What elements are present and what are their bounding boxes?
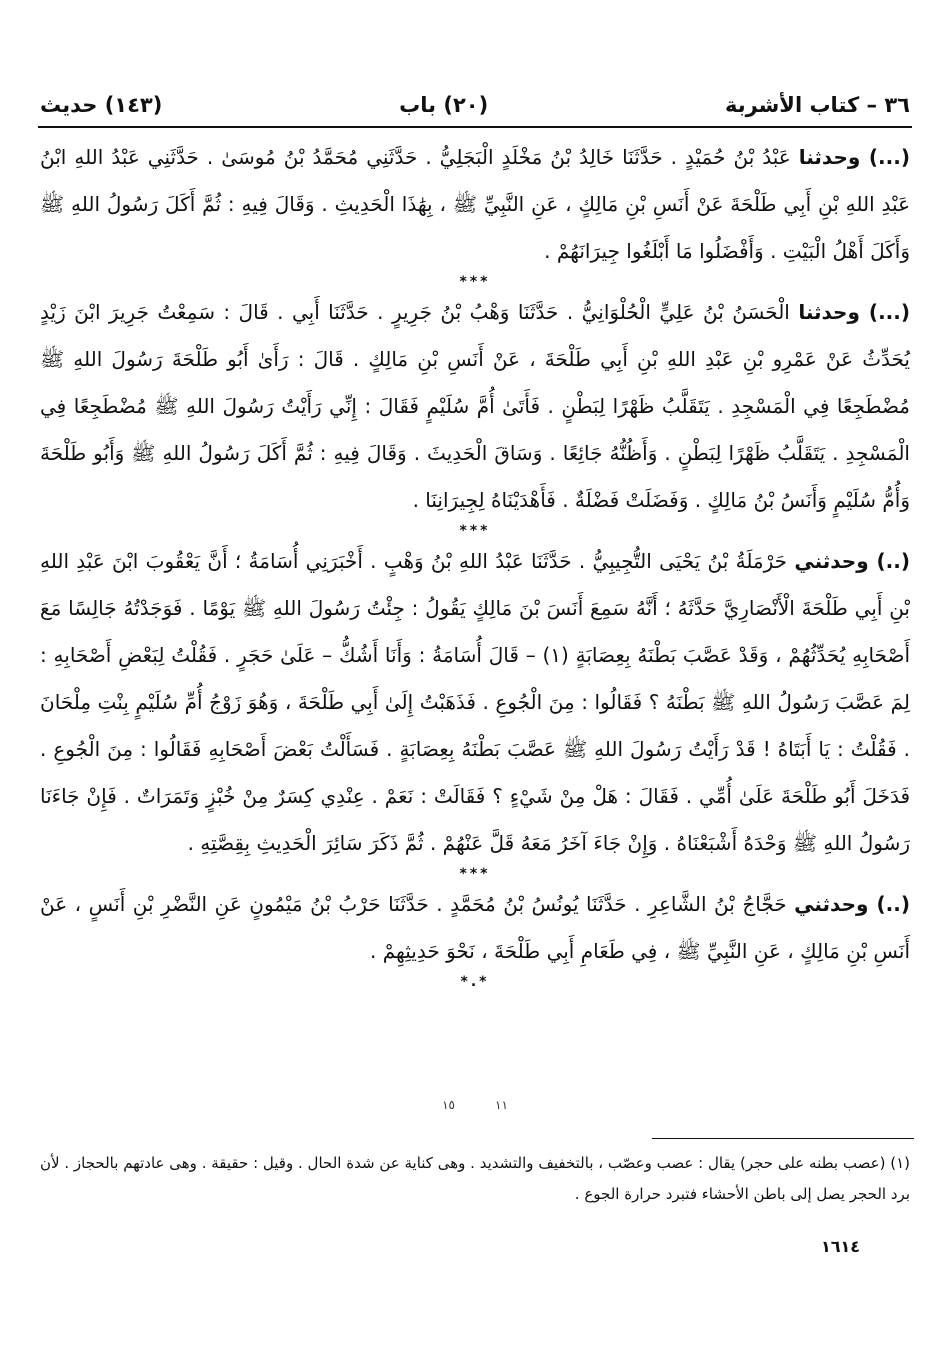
header-hadith-number: (١٤٣) حديث: [40, 93, 163, 117]
hadith-paragraph: [40, 289, 910, 524]
narration-lead: (..) وحدثني: [794, 892, 911, 916]
section-separator: ***: [459, 274, 491, 290]
hadith-paragraph: [40, 134, 910, 275]
running-header: [40, 88, 910, 122]
header-book-title: ٣٦ – كتاب الأشربة: [724, 93, 910, 117]
footnote-divider: [652, 1138, 914, 1139]
hadith-text: حَجَّاجُ بْنُ الشَّاعِرِ . حَدَّثَنَا يُونُسُ بْنُ مُحَمَّدٍ . حَدَّثَنَا حَرْبُ بْنُ مَيْمُونٍ عَنِ النَّضْرِ بْنِ أَنَسٍ ، عَنْ أَنَسِ بْنِ مَالِكٍ ، عَنِ النَّبِيِّ ﷺ ، فِي طَعَامِ أَبِي طَلْحَةَ ، نَحْوَ حَدِيثِهِمْ .: [40, 892, 910, 963]
margin-mark: ١١: [495, 1098, 508, 1112]
narration-lead: (...) وحدثنا: [798, 300, 911, 324]
hadith-paragraph: [40, 538, 910, 867]
hadith-text: عَبْدُ بْنُ حُمَيْدٍ . حَدَّثَنَا خَالِدُ بْنُ مَخْلَدٍ الْبَجَلِيُّ . حَدَّثَنِي مُحَمَّدُ بْنُ مُوسَىٰ . حَدَّثَنِي عَبْدُ اللهِ ابْنُ عَبْدِ اللهِ بْنِ أَبِي طَلْحَةَ عَنْ أَنَسِ بْنِ مَالِكٍ ، عَنِ النَّبِيِّ ﷺ ، بِهَٰذَا الْحَدِيثِ . وَقَالَ فِيهِ : ثُمَّ أَكَلَ رَسُولُ اللهِ ﷺ وَأَكَلَ أَهْلُ الْبَيْتِ . وَأَفْضَلُوا مَا أَبْلَغُوا جِيرَانَهُمْ .: [40, 145, 910, 263]
narration-lead: (...) وحدثنا: [798, 145, 910, 169]
end-ornament: *.*: [460, 974, 490, 990]
narration-lead: (..) وحدثني: [794, 549, 910, 573]
margin-marks: [40, 1098, 910, 1118]
section-separator: ***: [459, 866, 491, 882]
hadith-paragraph: [40, 881, 910, 975]
header-chapter: (٢٠) باب: [399, 93, 489, 117]
main-text: [40, 134, 910, 989]
hadith-text: حَرْمَلَةُ بْنُ يَحْيَى التُّجِيبِيُّ . حَدَّثَنَا عَبْدُ اللهِ بْنُ وَهْبٍ . أَخْبَرَنِي أُسَامَةُ ؛ أَنَّ يَعْقُوبَ ابْنَ عَبْدِ اللهِ بْنِ أَبِي طَلْحَةَ الْأَنْصَارِيَّ حَدَّثَهُ ؛ أَنَّهُ سَمِعَ أَنَسَ بْنَ مَالِكٍ يَقُولُ : جِئْتُ رَسُولَ اللهِ ﷺ يَوْمًا . فَوَجَدْتُهُ جَالِسًا مَعَ أَصْحَابِهِ يُحَدِّثُهُمْ ، وَقَدْ عَصَّبَ بَطْنَهُ بِعِصَابَةٍ (١) – قَالَ أُسَامَةُ : وَأَنَا أَشُكُّ – عَلَىٰ حَجَرٍ . فَقُلْتُ لِبَعْضِ أَصْحَابِهِ : لِمَ عَصَّبَ رَسُولُ اللهِ ﷺ بَطْنَهُ ؟ فَقَالُوا : مِنَ الْجُوعِ . فَذَهَبْتُ إِلَىٰ أَبِي طَلْحَةَ ، وَهُوَ زَوْجُ أُمِّ سُلَيْمٍ بِنْتِ مِلْحَانَ . فَقُلْتُ : يَا أَبَتَاهُ ! قَدْ رَأَيْتُ رَسُولَ اللهِ ﷺ عَصَّبَ بَطْنَهُ بِعِصَابَةٍ . فَسَأَلْتُ بَعْضَ أَصْحَابِهِ فَقَالُوا : مِنَ الْجُوعِ . فَدَخَلَ أَبُو طَلْحَةَ عَلَىٰ أُمِّي . فَقَالَ : هَلْ مِنْ شَيْءٍ ؟ فَقَالَتْ : نَعَمْ . عِنْدِي كِسَرٌ مِنْ خُبْزٍ وَتَمَرَاتٌ . فَإِنْ جَاءَنَا رَسُولُ اللهِ ﷺ وَحْدَهُ أَشْبَعْنَاهُ . وَإِنْ جَاءَ آخَرُ مَعَهُ قَلَّ عَنْهُمْ . ثُمَّ ذَكَرَ سَائِرَ الْحَدِيثِ بِقِصَّتِهِ .: [40, 549, 911, 855]
footnote: (١) (عصب بطنه على حجر) يقال : عصب وعصّب ، بالتخفيف والتشديد . وهى كناية عن شدة الحال . وقيل : حقيقة . وهى عادتهم بالحجاز . لأن برد الحجر يصل إلى باطن الأحشاء فتبرد حرارة الجوع .: [40, 1154, 910, 1203]
page-number: ١٦١٤: [820, 1237, 860, 1256]
hadith-text: الْحَسَنُ بْنُ عَلِيٍّ الْحُلْوَانِيُّ . حَدَّثَنَا وَهْبُ بْنُ جَرِيرٍ . حَدَّثَنَا أَبِي . قَالَ : سَمِعْتُ جَرِيرَ ابْنَ زَيْدٍ يُحَدِّثُ عَنْ عَمْرِو بْنِ عَبْدِ اللهِ بْنِ أَبِي طَلْحَةَ ، عَنْ أَنَسِ بْنِ مَالِكٍ . قَالَ : رَأَىٰ أَبُو طَلْحَةَ رَسُولَ اللهِ ﷺ مُضْطَجِعًا فِي الْمَسْجِدِ . يَتَقَلَّبُ ظَهْرًا لِبَطْنٍ . فَأَتَىٰ أُمَّ سُلَيْمٍ فَقَالَ : إِنِّي رَأَيْتُ رَسُولَ اللهِ ﷺ مُضْطَجِعًا فِي الْمَسْجِدِ . يَتَقَلَّبُ ظَهْرًا لِبَطْنٍ . وَأَظُنُّهُ جَائِعًا . وَسَاقَ الْحَدِيثَ . وَقَالَ فِيهِ : ثُمَّ أَكَلَ رَسُولُ اللهِ ﷺ وَأَبُو طَلْحَةَ وَأُمُّ سُلَيْمٍ وَأَنَسُ بْنُ مَالِكٍ . وَفَضَلَتْ فَضْلَةٌ . فَأَهْدَيْنَاهُ لِجِيرَانِنَا .: [40, 300, 910, 512]
section-separator: ***: [459, 523, 491, 539]
margin-mark: ١٥: [442, 1098, 455, 1112]
header-divider: [38, 126, 912, 128]
